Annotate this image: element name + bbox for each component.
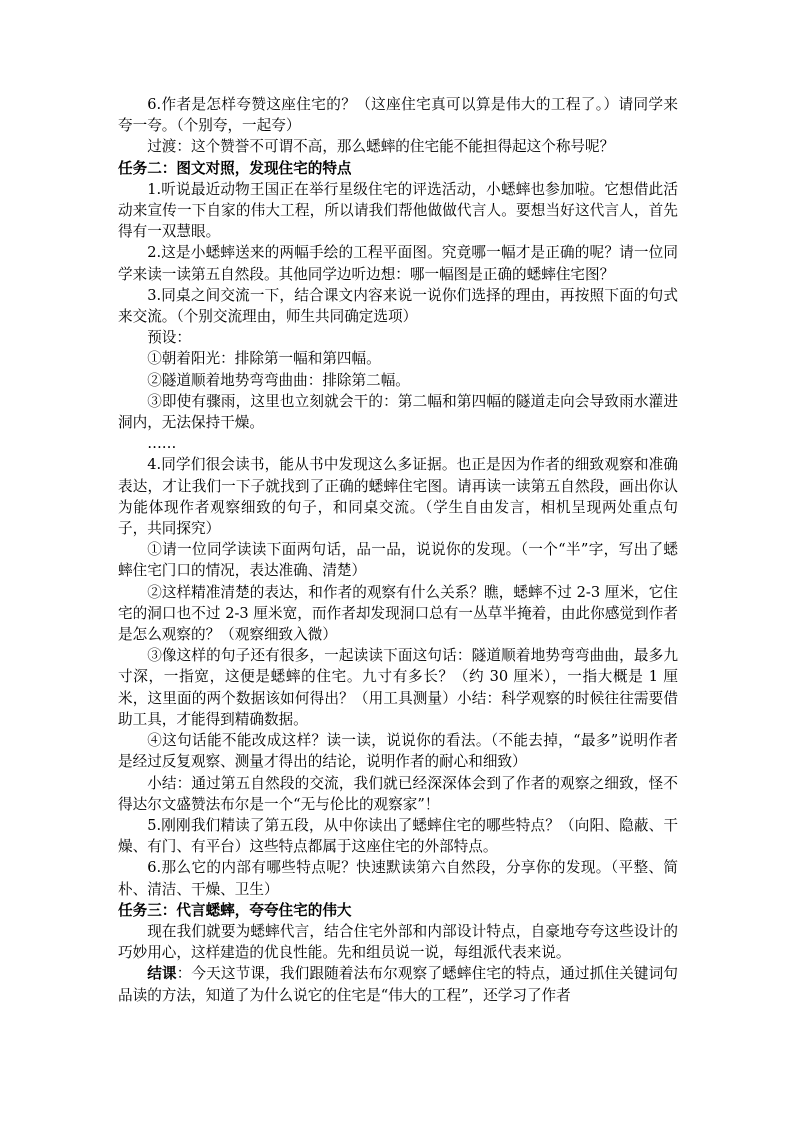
paragraph-task2-4: 4.同学们很会读书，能从书中发现这么多证据。也正是因为作者的细致观察和准确表达，才让我们一下子就找到了正确的蟋蟀住宅图。请再读一读第五自然段，画出你认为能体现作者观察细致的句子，和同桌交流。（学生自由发言，相机呈现两处重点句子，共同探究） bbox=[118, 456, 678, 538]
paragraph-preset-3: ③即使有骤雨，这里也立刻就会干的：第二幅和第四幅的隧道走向会导致雨水灌进洞内，无法保持干燥。 bbox=[118, 392, 678, 432]
paragraph-ellipsis: …… bbox=[147, 435, 177, 453]
paragraph-task2-5: 5.刚刚我们精读了第五段，从中你读出了蟋蟀住宅的哪些特点？（向阳、隐蔽、干燥、有门、有平台）这些特点都属于这座住宅的外部特点。 bbox=[118, 816, 678, 856]
paragraph-conclusion bbox=[118, 963, 678, 1005]
paragraph-preset: 预设： bbox=[147, 329, 191, 347]
conclusion-label: 结课 bbox=[147, 965, 177, 983]
task3-heading: 任务三：代言蟋蟀，夸夸住宅的伟大 bbox=[118, 901, 352, 919]
paragraph-sub-3: ③像这样的句子还有很多，一起读读下面这句话：隧道顺着地势弯弯曲曲，最多九寸深，一指宽，这便是蟋蟀的住宅。九寸有多长？（约 30 厘米），一指大概是 1 厘米，这里面的两个数据该如何得出？（用工具测量）小结：科学观察的时候往往需要借助工具，才能得到精确数据。 bbox=[118, 647, 678, 728]
conclusion-text: ：今天这节课，我们跟随着法布尔观察了蟋蟀住宅的特点，通过抓住关键词句品读的方法，知道了为什么说它的住宅是“伟大的工程”，还学习了作者 bbox=[118, 965, 678, 1004]
paragraph-summary: 小结：通过第五自然段的交流，我们就已经深深体会到了作者的观察之细致，怪不得达尔文盛赞法布尔是一个“无与伦比的观察家”！ bbox=[118, 774, 678, 813]
paragraph-task3: 现在我们就要为蟋蟀代言，结合住宅外部和内部设计特点，自豪地夸夸这些设计的巧妙用心，这样建造的优良性能。先和组员说一说，每组派代表来说。 bbox=[118, 922, 678, 962]
task2-heading: 任务二：图文对照，发现住宅的特点 bbox=[118, 159, 352, 177]
paragraph-sub-4: ④这句话能不能改成这样？读一读，说说你的看法。（不能去掉，“最多”说明作者是经过反复观察、测量才得出的结论，说明作者的耐心和细致） bbox=[118, 732, 678, 771]
document-page bbox=[118, 94, 678, 1006]
paragraph-q6-praise: 6.作者是怎样夸赞这座住宅的？（这座住宅真可以算是伟大的工程了。）请同学来夸一夸。（个别夸，一起夸） bbox=[118, 96, 678, 135]
paragraph-sub-2: ②这样精准清楚的表达，和作者的观察有什么关系？瞧，蟋蟀不过 2-3 厘米，它住宅的洞口也不过 2-3 厘米宽，而作者却发现洞口总有一丛草半掩着，由此你感觉到作者是怎么观察的？（观察细致入微） bbox=[118, 583, 678, 644]
paragraph-task2-6: 6.那么它的内部有哪些特点呢？快速默读第六自然段，分享你的发现。（平整、简朴、清洁、干燥、卫生） bbox=[118, 859, 678, 898]
paragraph-task2-2: 2.这是小蟋蟀送来的两幅手绘的工程平面图。究竟哪一幅才是正确的呢？请一位同学来读一读第五自然段。其他同学边听边想：哪一幅图是正确的蟋蟀住宅图？ bbox=[118, 244, 678, 283]
paragraph-task2-3: 3.同桌之间交流一下，结合课文内容来说一说你们选择的理由，再按照下面的句式来交流。（个别交流理由，师生共同确定选项） bbox=[118, 286, 678, 326]
paragraph-preset-1: ①朝着阳光：排除第一幅和第四幅。 bbox=[147, 350, 381, 368]
paragraph-sub-1: ①请一位同学读读下面两句话，品一品，说说你的发现。（一个“半”字，写出了蟋蟀住宅门口的情况，表达准确、清楚） bbox=[118, 541, 678, 580]
paragraph-preset-2: ②隧道顺着地势弯弯曲曲：排除第二幅。 bbox=[147, 371, 410, 389]
paragraph-task2-1: 1.听说最近动物王国正在举行星级住宅的评选活动，小蟋蟀也参加啦。它想借此活动来宣传一下自家的伟大工程，所以请我们帮他做做代言人。要想当好这代言人，首先得有一双慧眼。 bbox=[118, 180, 678, 241]
paragraph-transition: 过渡：这个赞誉不可谓不高，那么蟋蟀的住宅能不能担得起这个称号呢？ bbox=[147, 138, 615, 156]
